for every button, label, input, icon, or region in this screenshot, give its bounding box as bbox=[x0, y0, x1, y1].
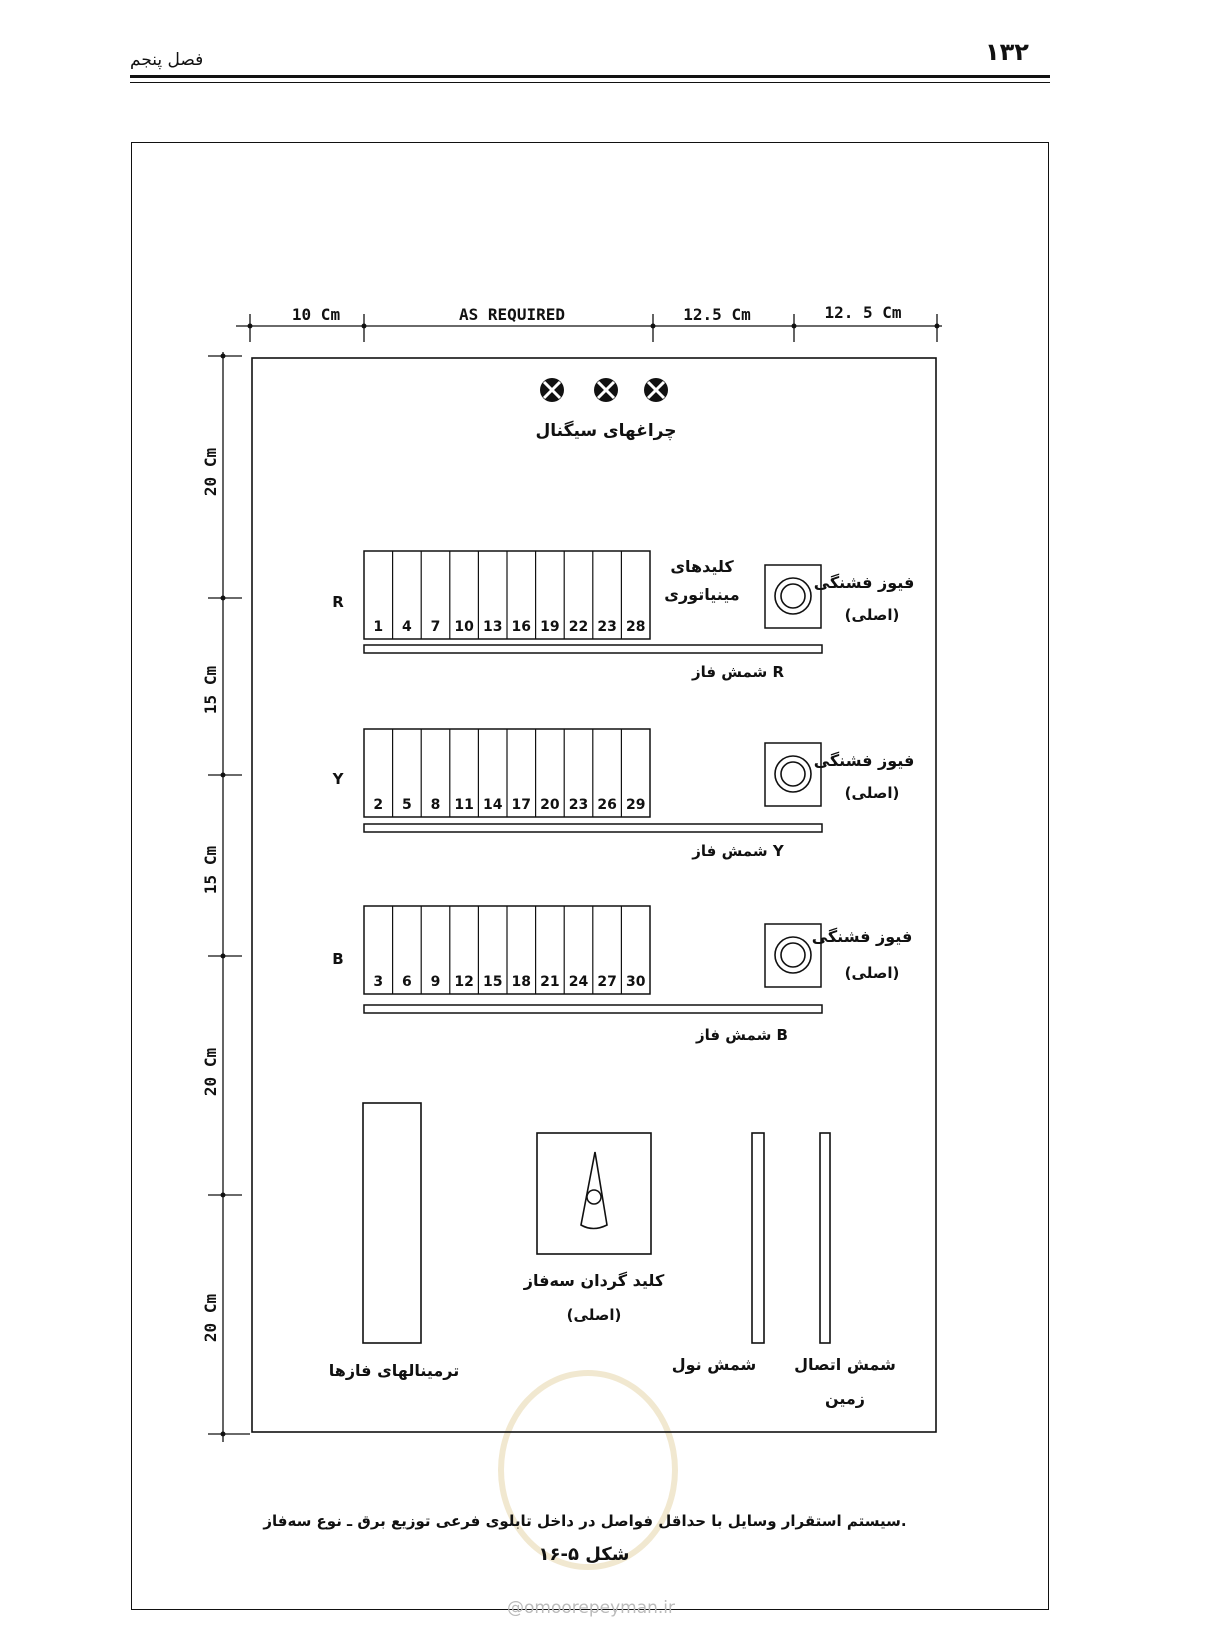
breaker-number: 10 bbox=[454, 619, 474, 635]
signal-lamps-label: چراغهای سیگنال bbox=[535, 421, 677, 441]
dim-top-3: 12.5 Cm bbox=[683, 305, 751, 324]
dim-left-3: 15 Cm bbox=[201, 845, 220, 895]
breaker-number: 4 bbox=[402, 619, 412, 635]
neutral-bar-label: شمش نول bbox=[671, 1355, 757, 1374]
breaker-number: 13 bbox=[482, 619, 503, 635]
breaker-number: 24 bbox=[568, 974, 589, 990]
fuse-r-sub: (اصلی) bbox=[844, 606, 900, 624]
phase-terminals-label: ترمینالهای فازها bbox=[328, 1361, 460, 1380]
fuse-r-label: فیوز فشنگی bbox=[813, 573, 915, 592]
dim-top-4: 12. 5 Cm bbox=[824, 303, 902, 322]
breaker-number: 2 bbox=[373, 797, 384, 813]
breaker-row-y bbox=[364, 729, 650, 817]
left-dimension-line bbox=[208, 352, 250, 1442]
fuse-r bbox=[765, 565, 821, 628]
busbar-y-label: شمش فاز Y bbox=[692, 842, 784, 860]
breaker-number: 15 bbox=[482, 974, 503, 990]
breaker-number: 7 bbox=[430, 619, 441, 635]
busbar-r-label: شمش فاز R bbox=[691, 663, 785, 681]
breaker-number: 20 bbox=[540, 797, 560, 813]
breaker-number: 8 bbox=[430, 797, 441, 813]
dim-left-5: 20 Cm bbox=[201, 1293, 220, 1343]
breaker-number: 6 bbox=[402, 974, 412, 990]
breaker-number: 29 bbox=[625, 797, 646, 813]
fuse-b-sub: (اصلی) bbox=[844, 964, 900, 982]
watermark-text: @omoorepeyman.ir bbox=[507, 1598, 676, 1618]
breaker-number: 14 bbox=[482, 797, 503, 813]
fuse-b-label: فیوز فشنگی bbox=[811, 927, 913, 946]
figure-caption: سیستم استقرار وسایل با حداقل فواصل در داخل تابلوی فرعی توزیع برق ـ نوع سه‌فاز. bbox=[263, 1512, 907, 1530]
breaker-number: 19 bbox=[540, 619, 560, 635]
breaker-number: 22 bbox=[568, 619, 589, 635]
rotary-switch-label: کلید گردان سه‌فاز bbox=[523, 1271, 665, 1290]
dim-top-1: 10 Cm bbox=[291, 305, 341, 324]
phase-letter-r: R bbox=[332, 593, 344, 611]
phase-terminals-block bbox=[363, 1103, 421, 1343]
earth-bar-label: شمش اتصال bbox=[794, 1355, 896, 1374]
breaker-number: 5 bbox=[402, 797, 412, 813]
earth-bar bbox=[820, 1133, 830, 1343]
breaker-number: 17 bbox=[511, 797, 532, 813]
breaker-number: 23 bbox=[597, 619, 617, 635]
figure-number: شکل ۵-۱۶ bbox=[538, 1544, 630, 1565]
signal-lamp bbox=[594, 378, 618, 402]
rotary-switch bbox=[537, 1133, 651, 1254]
breaker-row-b bbox=[364, 906, 650, 994]
breaker-number: 12 bbox=[454, 974, 474, 990]
mcb-label-line2: مینیاتوری bbox=[664, 585, 740, 604]
busbar-r bbox=[364, 645, 822, 653]
breaker-row-r bbox=[364, 551, 650, 639]
breaker-number: 21 bbox=[540, 974, 560, 990]
breaker-number: 23 bbox=[568, 797, 589, 813]
phase-letter-b: B bbox=[332, 950, 344, 968]
rotary-switch-sub: (اصلی) bbox=[566, 1306, 622, 1324]
busbar-b bbox=[364, 1005, 822, 1013]
breaker-number: 1 bbox=[373, 619, 384, 635]
signal-lamp bbox=[644, 378, 668, 402]
chapter-title: فصل پنجم bbox=[130, 50, 204, 70]
breaker-number: 3 bbox=[373, 974, 384, 990]
dim-left-4: 20 Cm bbox=[201, 1047, 220, 1097]
fuse-y-label: فیوز فشنگی bbox=[813, 751, 915, 770]
signal-lamp bbox=[540, 378, 564, 402]
earth-bar-sub: زمین bbox=[824, 1389, 866, 1408]
dim-left-2: 15 Cm bbox=[201, 665, 220, 715]
breaker-number: 28 bbox=[625, 619, 646, 635]
breaker-number: 27 bbox=[597, 974, 617, 990]
breaker-number: 16 bbox=[511, 619, 532, 635]
busbar-y bbox=[364, 824, 822, 832]
breaker-number: 9 bbox=[430, 974, 441, 990]
breaker-number: 11 bbox=[454, 797, 474, 813]
dim-left-1: 20 Cm bbox=[201, 447, 220, 497]
busbar-b-label: شمش فاز B bbox=[696, 1026, 788, 1044]
fuse-y-sub: (اصلی) bbox=[844, 784, 900, 802]
breaker-number: 30 bbox=[625, 974, 646, 990]
phase-letter-y: Y bbox=[332, 770, 344, 788]
dim-top-2: AS REQUIRED bbox=[459, 305, 565, 324]
breaker-number: 18 bbox=[511, 974, 532, 990]
fuse-y bbox=[765, 743, 821, 806]
neutral-bar bbox=[752, 1133, 764, 1343]
mcb-label-line1: کلیدهای bbox=[670, 557, 734, 576]
page-number: ۱۳۲ bbox=[985, 38, 1029, 66]
breaker-number: 26 bbox=[597, 797, 617, 813]
